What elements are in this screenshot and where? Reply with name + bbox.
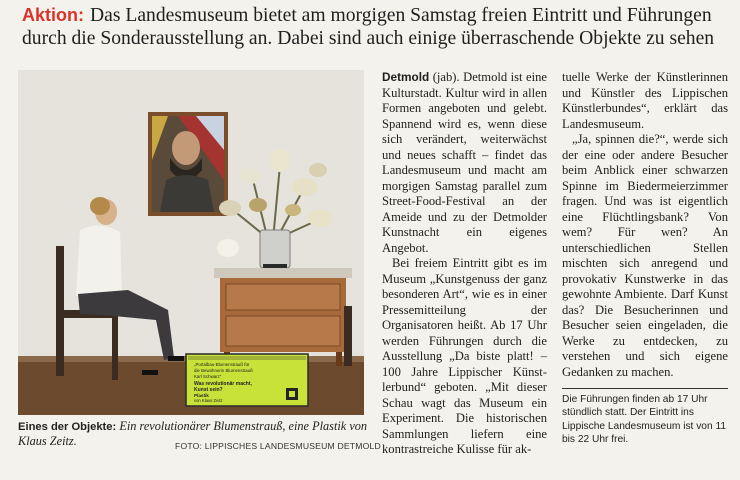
- article-paragraph-1: [382, 70, 547, 256]
- sign-line-6: Plastik: [194, 393, 209, 398]
- photo-credit: FOTO: LIPPISCHES LANDESMUSEUM DETMOLD: [175, 441, 381, 451]
- article-paragraph-4: „Ja, spinnen die?“, werde sich der eine oder andere Besucher beim Anblick einer schwarzen Spinne im Biedermeierzimmer fragen. Und was ist eigentlich eine Flüchtlingsbank? Von wem? Für wen? An unterschiedlichen Stellen mischten sich anregend und provokativ Kunstwerke in das gewohnte Ambiente. Darf Kunst das? Die Besucherinnen und Besucher seien eingeladen, die Werke zu entdecken, zu verstehen und sich eigene Gedanken zu machen.: [562, 132, 728, 379]
- caption-text: Ein revolutionärer Blumenstrauß, eine Plastik von Klaus Zeitz.: [18, 419, 368, 448]
- article-paragraph-3: tuelle Werke der Künstlerinnen und Künstler des Lippischen Künstlerbundes“, erklärt das Landesmuseum.: [562, 70, 728, 131]
- headline: [22, 4, 732, 50]
- info-box: Die Führungen finden ab 17 Uhr stündlich statt. Der Eintritt ins Lippische Landesmuseum ist von 11 bis 22 Uhr frei.: [562, 388, 728, 447]
- caption-lead: Eines der Objekte:: [18, 421, 117, 433]
- byline: (jab).: [432, 70, 460, 84]
- sign-line-4: Was revolutionär macht,: [194, 381, 252, 387]
- article-paragraph-2: Bei freiem Eintritt gibt es im Museum „Kunstgenuss der ganz besonderen Art“, wie es in einer Pressemitteilung der Organisatoren heißt. Ab 17 Uhr werden Führungen durch die Ausstellung „Da biste platt! – 100 Jahre Lippischer Künstlerbund“ geboten. „Mit dieser Schau wagt das Museum ein Experiment. Die historischen Sammlungen liefern eine kontrastreiche Kulisse für ak-: [382, 256, 547, 456]
- photo-illustration: [18, 70, 364, 415]
- dateline: Detmold: [382, 70, 430, 84]
- col1-p1-text: Detmold ist eine Kulturstadt. Kultur wird in allen Formen angeboten und gelebt. Spannend wird es, wenn diese sich verändert, weiterwächst und neues schafft – findet das Landesmuseum und macht am morgigen Samstag parallel zum Street-Food-Festival an der Ameide und zu der Detmolder Kunstnacht ein eigenes Angebot.: [382, 70, 547, 255]
- article-column-1: [382, 70, 547, 458]
- article-column-2: [562, 70, 728, 380]
- headline-text: Das Landesmuseum bietet am morgigen Samstag freien Eintritt und Führungen durch die Sonderausstellung an. Dabei sind auch einige überraschende Objekte zu sehen: [22, 5, 715, 49]
- sign-line-5: Kunst sein?: [194, 387, 223, 393]
- sign-line-2: die Bewohnerin Blumenstrauß: [194, 368, 253, 373]
- sign-line-3: Karl Schwarz“: [194, 374, 222, 379]
- sign-line-1: „Portalbau-Blumenstrauß für: [194, 362, 250, 367]
- headline-kicker: Aktion:: [22, 5, 84, 25]
- sign-line-7: von Klaus Zeitz: [194, 398, 223, 403]
- portrait-painting: [148, 112, 228, 216]
- exhibit-sign: [186, 354, 308, 406]
- article-photo: [18, 70, 364, 415]
